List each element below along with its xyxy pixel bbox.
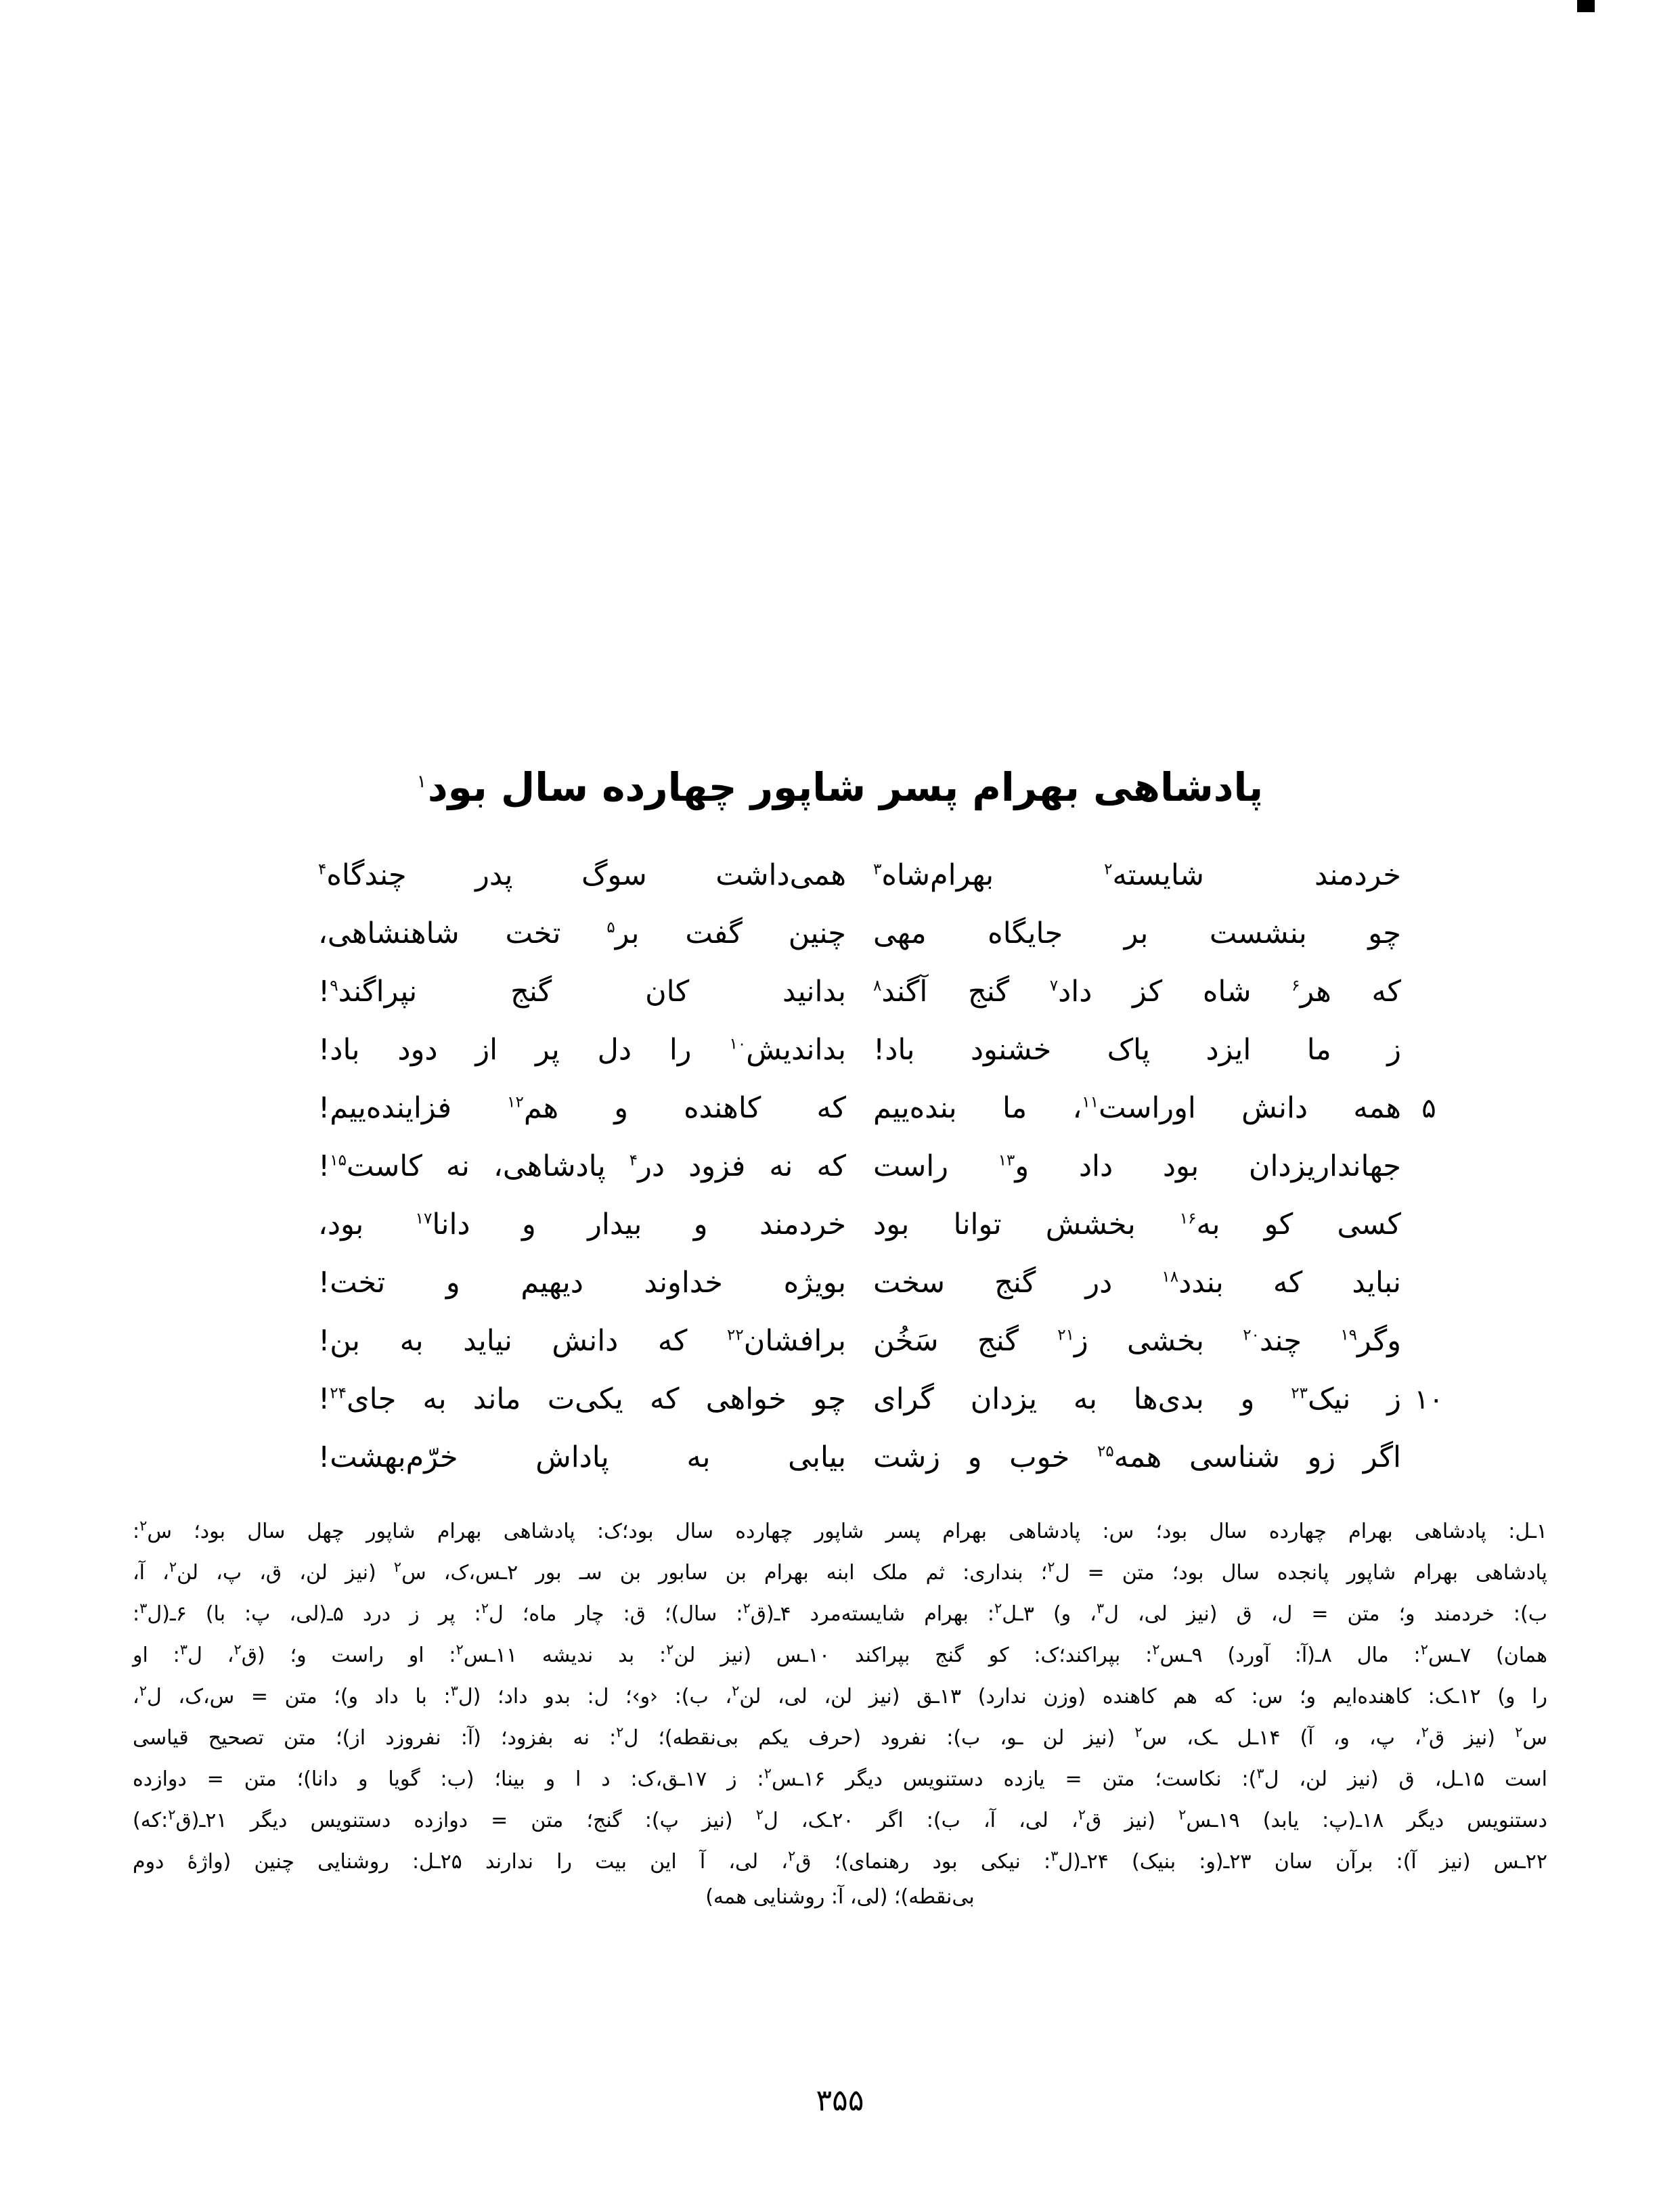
apparatus-line: است ۱۵ـل، ق (نیز لن، ل$^۳$): نکاست؛ متن = یازده دستنویس دیگر ۱۶ـس$^۲$: ز ۱۷ـق،ک: د ا و بینا؛ (ب: گویا و دانا)؛ متن = دوازده (133, 1765, 1547, 1791)
verse-word: برافشان$^{۲۲}$ (727, 1324, 846, 1358)
verse-word: که (1273, 1266, 1303, 1300)
hemistich-first (846, 1033, 1401, 1067)
verse-word: داد$^۷$ (1049, 975, 1092, 1009)
verse-word: همی‌داشت (715, 858, 846, 892)
verse-line-number: ۵ (1421, 1093, 1436, 1124)
apparatus-line: ۱ـل: پادشاهی بهرام چهارده سال بود؛ س: پادشاهی بهرام پسر شاپور چهارده سال بود؛ک: پادشاهی بهرام شاپور چهل سال بود؛ س$^۲$: (133, 1518, 1547, 1543)
verse-word: گرای (873, 1382, 934, 1416)
verse-word: خردمند (759, 1208, 846, 1241)
hemistich-first (846, 1266, 1401, 1300)
verse-word: اوراست$^{۱۱}$، (1072, 1091, 1196, 1125)
verse-word: بخشش (1045, 1208, 1136, 1241)
hemistich-first (846, 1091, 1401, 1125)
verse-word: گنج (967, 975, 1010, 1009)
apparatus-line: همان) ۷ـس$^۲$: مال ۸ـ(آ: آورد) ۹ـس$^۲$: بپراکند؛ک: کو گنج بپراکند ۱۰ـس (نیز لن$^۲$: بد ندیشه ۱۱ـس$^۲$: او راست و؛ (ق$^۲$، ل$^۳$: او (133, 1641, 1548, 1667)
verse-word: هم$^{۱۲}$ (507, 1091, 559, 1125)
verse-word: جای$^{۲۴}$! (318, 1382, 397, 1416)
verse-word: همه (1353, 1091, 1401, 1125)
verse-word: گنج (510, 975, 552, 1009)
verse-word: بنشست (1209, 917, 1307, 950)
hemistich-first (846, 1324, 1401, 1358)
verse-word: مهی (873, 917, 927, 950)
verse-word: کان (645, 975, 690, 1009)
hemistich-second (318, 1440, 846, 1474)
verse-word: گنج (994, 1266, 1036, 1300)
hemistich-second (318, 975, 846, 1009)
verse-word: که (816, 1149, 846, 1183)
hemistich-second (318, 1324, 846, 1358)
verse-word: باد! (873, 1033, 915, 1067)
verse-word: بیدار (588, 1208, 642, 1241)
verse-word: کز (1132, 975, 1163, 1009)
verse-word: دانا$^{۱۷}$ (415, 1208, 470, 1241)
verse-word: بخشی (1127, 1324, 1204, 1358)
verse-word: نپراگند$^۹$! (318, 975, 418, 1009)
verse-word: کاهنده (684, 1091, 761, 1125)
verse-word: و (445, 1266, 460, 1300)
verse-word: یزدان (970, 1382, 1038, 1416)
critical-apparatus (133, 1508, 1547, 1915)
verse-word: به (422, 1382, 447, 1416)
page-title (0, 764, 1680, 812)
verse-word: گفت (685, 917, 743, 950)
verse-word: ز (1387, 1033, 1401, 1067)
verse-row (223, 975, 1457, 1033)
apparatus-line: دستنویس دیگر ۱۸ـ(پ: یابد) ۱۹ـس$^۲$ (نیز ق$^۲$، لی، آ، ب): اگر ۲۰ـک، ل$^۲$ (نیز پ): گنج؛ متن = دوازده دستنویس دیگر ۲۱ـ(ق$^۲$:که) (133, 1807, 1547, 1832)
verse-row (223, 1324, 1457, 1382)
verse-word: دل (597, 1033, 632, 1067)
verse-word: ز (1387, 1382, 1401, 1416)
verse-line-number: ۱۰ (1414, 1384, 1444, 1415)
verse-row (223, 1033, 1457, 1091)
verse-word: ز$^{۲۱}$ (1057, 1324, 1088, 1358)
verse-row (223, 917, 1457, 975)
verse-word: که (1371, 975, 1401, 1009)
verse-word: خداوند (644, 1266, 723, 1300)
hemistich-second (318, 917, 846, 950)
corner-mark (1577, 0, 1595, 12)
verse-word: بندد$^{۱۸}$ (1162, 1266, 1224, 1300)
verse-word: آگند$^۸$ (873, 975, 928, 1009)
verse-word: سَخُن (873, 1324, 939, 1358)
verse-word: گنج (977, 1324, 1019, 1358)
verse-word: اگر (1363, 1440, 1401, 1474)
verse-word: بداندیش$^{۱۰}$ (729, 1033, 846, 1067)
verse-word: دیهیم (521, 1266, 583, 1300)
verse-word: که (816, 1091, 846, 1125)
apparatus-line: ب): خردمند و؛ متن = ل، ق (نیز لی، ل$^۳$، و) ۳ـل$^۲$: بهرام شایسته‌مرد ۴ـ(ق$^۲$: سال)؛ ق: چار ماه؛ ل$^۲$: پر ز درد ۵ـ(لی، پ: با) ۶ـ(ل$^۳$: (133, 1600, 1547, 1626)
hemistich-second (318, 1091, 846, 1125)
verse-word: فزاینده‌ییم! (318, 1091, 452, 1125)
hemistich-second (318, 1382, 846, 1416)
verse-row (223, 858, 1457, 917)
apparatus-line: ۲۲ـس (نیز آ): برآن سان ۲۳ـ(و: بنیک) ۲۴ـ(ل$^۳$: نیکی بود رهنمای)؛ ق$^۲$، لی، آ این بیت را ندارند ۲۵ـل: روشنایی چنین (واژهٔ دوم (133, 1848, 1547, 1874)
verse-word: نه (769, 1149, 793, 1183)
verse-word: پاک (1107, 1033, 1151, 1067)
verse-word: بدی‌ها (1133, 1382, 1204, 1416)
hemistich-first (846, 858, 1401, 892)
verse-word: خشنود (970, 1033, 1052, 1067)
hemistich-second (318, 1208, 846, 1241)
verse-word: به$^{۱۶}$ (1179, 1208, 1220, 1241)
verse-word: سوگ (581, 858, 647, 892)
section-heading-text: پادشاهی بهرام پسر شاپور چهارده سال بود (427, 764, 1264, 810)
verse-word: بنده‌ییم (873, 1091, 957, 1125)
hemistich-first (846, 1440, 1401, 1474)
hemistich-first (846, 1382, 1401, 1416)
verse-word: بویژه (783, 1266, 846, 1300)
verse-word: که (657, 1324, 688, 1358)
verse-word: نباید (1352, 1266, 1401, 1300)
verse-word: بیابی (788, 1440, 846, 1474)
verse-word: راست (873, 1149, 948, 1183)
verse-word: خردمند (1314, 858, 1401, 892)
verse-word: زو (1307, 1440, 1336, 1474)
verse-word: به (399, 1324, 424, 1358)
verse-word: پدر (475, 858, 513, 892)
verse-row (223, 1208, 1457, 1266)
verse-word: وگر$^{۱۹}$ (1340, 1324, 1401, 1358)
verse-row (223, 1440, 1457, 1499)
hemistich-second (318, 1266, 846, 1300)
hemistich-first (846, 1208, 1401, 1241)
verse-word: چند$^{۲۰}$ (1243, 1324, 1302, 1358)
hemistich-second (318, 1033, 846, 1067)
verse-word: نیاید (463, 1324, 512, 1358)
verse-word: همه$^{۲۵}$ (1097, 1440, 1162, 1474)
hemistich-second (318, 858, 846, 892)
verse-word: که (649, 1382, 680, 1416)
hemistich-first (846, 975, 1401, 1009)
verse-word: پاداش (535, 1440, 609, 1474)
page-number: ۳۵۵ (816, 2083, 864, 2118)
verse-word: دود (397, 1033, 438, 1067)
verse-word: کو (1264, 1208, 1294, 1241)
verse-word: و (693, 1208, 708, 1241)
verse-word: بر$^۵$ (606, 917, 640, 950)
apparatus-line: پادشاهی بهرام شاپور پانجده سال بود؛ متن = ل$^۲$؛ بنداری: ثم ملک ابنه بهرام بن سابور بن سـ بور ۲ـس،ک، س$^۲$ (نیز لن، ق، پ، لن$^۲$، آ، (133, 1559, 1547, 1585)
verse-word: کسی (1337, 1208, 1401, 1241)
verse-word: چنین (788, 917, 846, 950)
hemistich-first (846, 917, 1401, 950)
verse-word: را (669, 1033, 692, 1067)
verse-word: بر (1124, 917, 1149, 950)
verse-word: بن! (318, 1324, 361, 1358)
verse-word: جایگاه (988, 917, 1063, 950)
verse-row (223, 1091, 1457, 1149)
verse-word: به (1073, 1382, 1097, 1416)
verse-word: شاهنشاهی، (318, 917, 460, 950)
verse-word: خوب (1009, 1440, 1070, 1474)
verse-word: نه (445, 1149, 470, 1183)
verse-row (223, 1266, 1457, 1324)
verse-word: پادشاهی، (493, 1149, 606, 1183)
apparatus-line: بی‌نقطه)؛ (لی، آ: روشنایی همه) (705, 1885, 975, 1909)
verse-word: فزود (688, 1149, 746, 1183)
verse-row (223, 1382, 1457, 1440)
verse-word: چو (813, 1382, 846, 1416)
verse-word: و$^{۱۳}$ (998, 1149, 1030, 1183)
hemistich-first (846, 1149, 1401, 1183)
verse-word: ما (1306, 1033, 1331, 1067)
heading-footnote-ref: ۱ (416, 771, 426, 792)
verse-word: داد (1078, 1149, 1113, 1183)
verse-word: هر$^۶$ (1291, 975, 1331, 1009)
verse-word: تخت (505, 917, 561, 950)
verse-word: زشت (873, 1440, 941, 1474)
verse-word: توانا (953, 1208, 1002, 1241)
verse-word: و (1240, 1382, 1255, 1416)
verse-word: چو (1368, 917, 1401, 950)
verse-word: و (614, 1091, 629, 1125)
verse-word: کاست$^{۱۵}$! (318, 1149, 422, 1183)
verse-row (223, 1149, 1457, 1208)
apparatus-line: را و) ۱۲ـک: کاهنده‌ایم و؛ س: که هم کاهنده (وزن ندارد) ۱۳ـق (نیز لن، لی، لن$^۲$، ب): ‹و›؛ ل: بدو داد؛ (ل$^۳$: با داد و)؛ متن = س،ک، ل$^۲$، (133, 1683, 1547, 1708)
verse-word: ما (1002, 1091, 1027, 1125)
verse-word: بدانید (782, 975, 846, 1009)
verse-word: باد! (318, 1033, 360, 1067)
verse-word: دانش (1241, 1091, 1308, 1125)
verse-word: به (686, 1440, 711, 1474)
verse-word: ایزد (1206, 1033, 1252, 1067)
verse-word: شایسته$^۲$ (1104, 858, 1204, 892)
verse-word: و (521, 1208, 536, 1241)
verse-word: ماند (472, 1382, 521, 1416)
verse-word: یکی‌ت (547, 1382, 623, 1416)
verse-word: شاه (1202, 975, 1252, 1009)
verse-word: بود (873, 1208, 910, 1241)
apparatus-line: س$^۲$ (نیز ق$^۲$، پ، و، آ) ۱۴ـل ـک، س$^۲$ (نیز لن ـو، ب): نفرود (حرف یکم بی‌نقطه)؛ ل$^۲$: نه بفزود؛ (آ: نفروزد از)؛ متن تصحیح قیاسی (133, 1724, 1547, 1750)
verse-word: تخت! (318, 1266, 386, 1300)
verse-word: نیک$^{۲۳}$ (1291, 1382, 1351, 1416)
verse-word: خواهی (705, 1382, 787, 1416)
verse-word: در (1085, 1266, 1113, 1300)
verse-word: چندگاه$^۴$ (318, 858, 407, 892)
verse-word: خرّم‌بهشت! (318, 1440, 458, 1474)
verse-word: سخت (873, 1266, 946, 1300)
hemistich-second (318, 1149, 846, 1183)
verse-word: و (967, 1440, 982, 1474)
verse-word: شناسی (1189, 1440, 1280, 1474)
verse-word: بهرام‌شاه$^۳$ (873, 858, 994, 892)
verse-word: بود (1162, 1149, 1199, 1183)
verse-word: جهاندار‌یزدان (1248, 1149, 1401, 1183)
verse-word: در$^۴$ (629, 1149, 665, 1183)
verse-word: از (475, 1033, 498, 1067)
verse-block (223, 858, 1457, 1499)
verse-word: دانش (552, 1324, 619, 1358)
verse-word: پر (535, 1033, 560, 1067)
verse-word: بود، (318, 1208, 364, 1241)
